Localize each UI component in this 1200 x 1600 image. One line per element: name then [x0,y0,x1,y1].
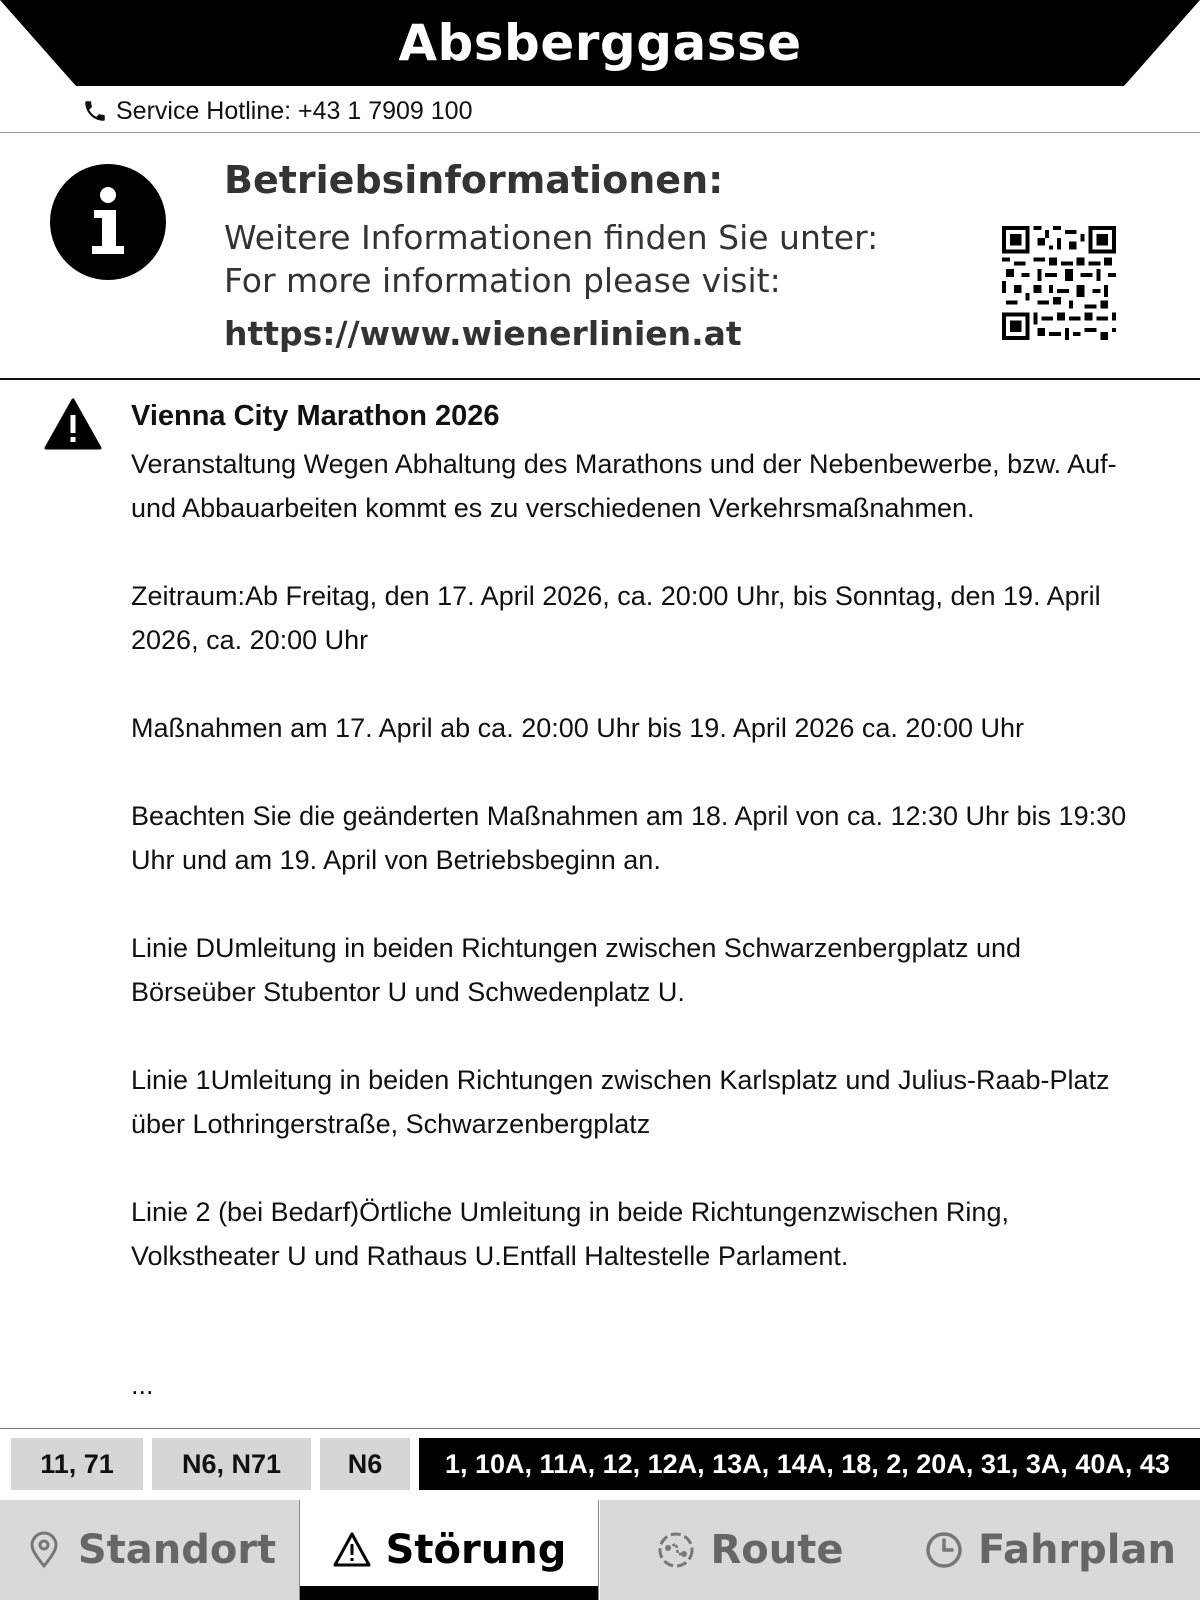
more-indicator[interactable]: ... [131,1370,154,1400]
line-chip[interactable]: 11, 71 [11,1438,143,1490]
disruption-paragraph: Linie 1Umleitung in beiden Richtungen zwischen Karlsplatz und Julius-Raab-Platz über Lothringerstraße, Schwarzenbergplatz [131,1065,1110,1139]
hotline-text: Service Hotline: +43 1 7909 100 [116,96,473,125]
warning-icon [332,1530,372,1570]
tab-route[interactable] [600,1500,900,1600]
info-heading: Betriebsinformationen: [224,158,724,202]
info-icon [50,164,166,280]
divider [0,378,1200,380]
disruption-paragraph: Maßnahmen am 17. April ab ca. 20:00 Uhr bis 19. April 2026 ca. 20:00 Uhr [131,713,1025,743]
qr-code[interactable] [1002,226,1116,340]
tab-label: Fahrplan [978,1527,1176,1573]
tab-fahrplan[interactable] [900,1500,1200,1600]
location-pin-icon [24,1530,64,1570]
bottom-tab-bar [0,1500,1200,1600]
info-url-link[interactable]: https://www.wienerlinien.at [224,314,742,353]
line-chip[interactable]: N6 [320,1438,410,1490]
tab-label: Störung [385,1527,567,1573]
info-glyph [50,164,166,280]
disruption-title: Vienna City Marathon 2026 [131,400,500,432]
disruption-paragraph: Linie 2 (bei Bedarf)Örtliche Umleitung in beide Richtungenzwischen Ring, Volkstheater U und Rathaus U.Entfall Haltestelle Parlament. [131,1197,1009,1271]
disruption-paragraph: Beachten Sie die geänderten Maßnahmen am 18. April von ca. 12:30 Uhr bis 19:30 Uhr und am 19. April von Betriebsbeginn an. [131,801,1127,875]
disruption-paragraph: Linie DUmleitung in beiden Richtungen zwischen Schwarzenbergplatz und Börseüber Stubentor U und Schwedenplatz U. [131,933,1022,1007]
service-hotline[interactable] [82,94,473,128]
info-text-de: Weitere Informationen finden Sie unter: [224,218,879,257]
clock-icon [924,1530,964,1570]
tab-standort[interactable] [0,1500,300,1600]
line-chip[interactable]: N6, N71 [152,1438,311,1490]
phone-icon [82,98,108,124]
tab-stoerung[interactable] [299,1500,599,1600]
warning-icon [44,398,102,450]
disruption-body [131,442,1131,1278]
disruption-paragraph: Zeitraum:Ab Freitag, den 17. April 2026, ca. 20:00 Uhr, bis Sonntag, den 19. April 2026, ca. 20:00 Uhr [131,581,1101,655]
header-banner [0,0,1200,86]
tab-label: Route [710,1527,844,1573]
stop-title: Absberggasse [398,14,802,72]
line-chip-active[interactable]: 1, 10A, 11A, 12, 12A, 13A, 14A, 18, 2, 20A, 31, 3A, 40A, 43 [419,1438,1200,1490]
info-text-en: For more information please visit: [224,261,781,300]
tab-label: Standort [77,1527,277,1573]
route-icon [656,1530,696,1570]
divider [0,132,1200,133]
disruption-paragraph: Veranstaltung Wegen Abhaltung des Marathons und der Nebenbewerbe, bzw. Auf- und Abbauarbeiten kommt es zu verschiedenen Verkehrsmaßnahmen. [131,449,1117,523]
affected-lines-bar [0,1438,1200,1492]
divider [0,1428,1200,1429]
